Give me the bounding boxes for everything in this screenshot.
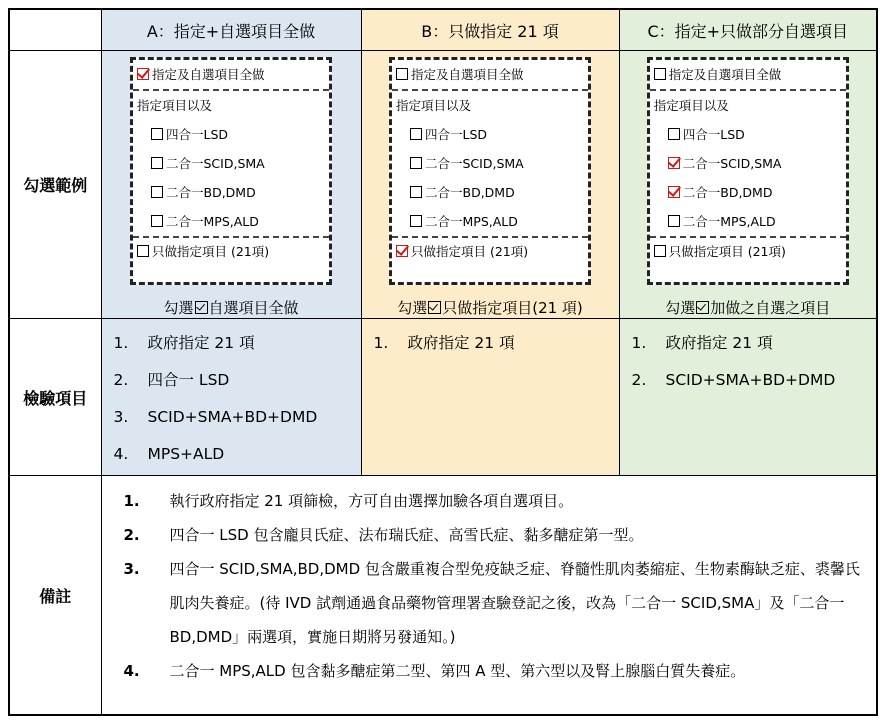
checked-box-icon (428, 301, 441, 314)
form-sub-bd: 二合一BD,DMD (133, 178, 329, 207)
form-sub-lsd: 四合一LSD (133, 120, 329, 149)
form-sub-bd: 二合一BD,DMD (650, 178, 846, 207)
newborn-screening-options-table (8, 8, 878, 716)
note-item: 2. 四合一 LSD 包含龐貝氏症、法布瑞氏症、高雪氏症、黏多醣症第一型。 (123, 526, 644, 544)
form-sub-lsd: 四合一LSD (650, 120, 846, 149)
checked-checkbox-icon (668, 186, 680, 198)
checkbox-icon (668, 215, 680, 227)
checked-checkbox-icon (668, 157, 680, 169)
list-item: 1. 政府指定 21 項 (631, 334, 773, 352)
notes-row (9, 476, 877, 716)
checkbox-icon (151, 157, 163, 169)
form-option-only: 只做指定項目 (21項) (392, 236, 588, 266)
notes-list (102, 476, 877, 688)
note-item: 1. 執行政府指定 21 項篩檢，方可自由選擇加驗各項自選項目。 (123, 492, 574, 510)
checkbox-form-example-b (389, 57, 591, 285)
tests-cell-b (361, 319, 619, 476)
tests-cell-c (619, 319, 877, 476)
checkbox-icon (137, 245, 149, 257)
tests-list-c (620, 319, 877, 399)
list-item: 4. MPS+ALD (113, 445, 225, 463)
checked-box-icon (195, 301, 208, 314)
example-cell-a (101, 51, 361, 319)
checkbox-form-example-c (647, 57, 849, 285)
form-sub-mps: 二合一MPS,ALD (392, 207, 588, 236)
checkbox-icon (410, 157, 422, 169)
form-sub-bd: 二合一BD,DMD (392, 178, 588, 207)
checkbox-icon (151, 128, 163, 140)
list-item: 1. 政府指定 21 項 (113, 334, 255, 352)
form-specified-and: 指定項目以及 (653, 98, 729, 113)
form-sub-scid: 二合一SCID,SMA (392, 149, 588, 178)
example-cell-c (619, 51, 877, 319)
header-empty-cell (9, 9, 101, 51)
header-option-b: B：只做指定 21 項 (361, 9, 619, 51)
tests-row (9, 319, 877, 476)
checkbox-icon (654, 245, 666, 257)
form-option-only: 只做指定項目 (21項) (650, 236, 846, 266)
form-option-all: 指定及自選項目全做 (133, 60, 329, 91)
header-option-c: C：指定+只做部分自選項目 (619, 9, 877, 51)
form-specified-and: 指定項目以及 (137, 98, 213, 113)
list-item: 1. 政府指定 21 項 (373, 334, 515, 352)
caption-c: 勾選 加做之自選之項目 (665, 299, 831, 317)
checkbox-icon (151, 215, 163, 227)
checked-checkbox-icon (396, 245, 408, 257)
header-row (9, 9, 877, 51)
list-item: 2. 四合一 LSD (113, 371, 230, 389)
checkbox-icon (410, 128, 422, 140)
example-row (9, 51, 877, 319)
form-specified-and: 指定項目以及 (396, 98, 472, 113)
form-option-all: 指定及自選項目全做 (392, 60, 588, 91)
checkbox-form-example-a (130, 57, 332, 285)
note-item: 4. 二合一 MPS,ALD 包含黏多醣症第二型、第四 A 型、第六型以及腎上腺腦白質失養症。 (123, 662, 746, 680)
checkbox-icon (151, 186, 163, 198)
notes-cell (101, 476, 877, 716)
header-option-a: A：指定+自選項目全做 (101, 9, 361, 51)
row-label-notes: 備註 (9, 476, 101, 716)
row-label-tests: 檢驗項目 (9, 319, 101, 476)
row-label-example: 勾選範例 (9, 51, 101, 319)
form-sub-scid: 二合一SCID,SMA (650, 149, 846, 178)
form-sub-lsd: 四合一LSD (392, 120, 588, 149)
list-item: 2. SCID+SMA+BD+DMD (631, 371, 836, 389)
checked-box-icon (696, 301, 709, 314)
caption-a: 勾選 自選項目全做 (163, 299, 299, 317)
form-option-only: 只做指定項目 (21項) (133, 236, 329, 266)
form-sub-scid: 二合一SCID,SMA (133, 149, 329, 178)
tests-cell-a (101, 319, 361, 476)
list-item: 3. SCID+SMA+BD+DMD (113, 408, 318, 426)
checked-checkbox-icon (137, 68, 149, 80)
form-sub-mps: 二合一MPS,ALD (650, 207, 846, 236)
checkbox-icon (396, 68, 408, 80)
form-option-all: 指定及自選項目全做 (650, 60, 846, 91)
example-cell-b (361, 51, 619, 319)
tests-list-b (362, 319, 619, 362)
checkbox-icon (654, 68, 666, 80)
checkbox-icon (410, 186, 422, 198)
checkbox-icon (410, 215, 422, 227)
form-sub-mps: 二合一MPS,ALD (133, 207, 329, 236)
checkbox-icon (668, 128, 680, 140)
tests-list-a (102, 319, 361, 473)
note-item: 3. 四合一 SCID,SMA,BD,DMD 包含嚴重複合型免疫缺乏症、脊髓性肌肉萎縮症、生物素酶缺乏症、裘馨氏肌肉失養症。(待 IVD 試劑通過食品藥物管理署查驗登記之後，改為「二合一 SCID,SMA」及「二合一 BD,DMD」兩選項，實施日期將另發通知。) (123, 560, 860, 646)
caption-b: 勾選 只做指定項目(21 項) (397, 299, 583, 317)
